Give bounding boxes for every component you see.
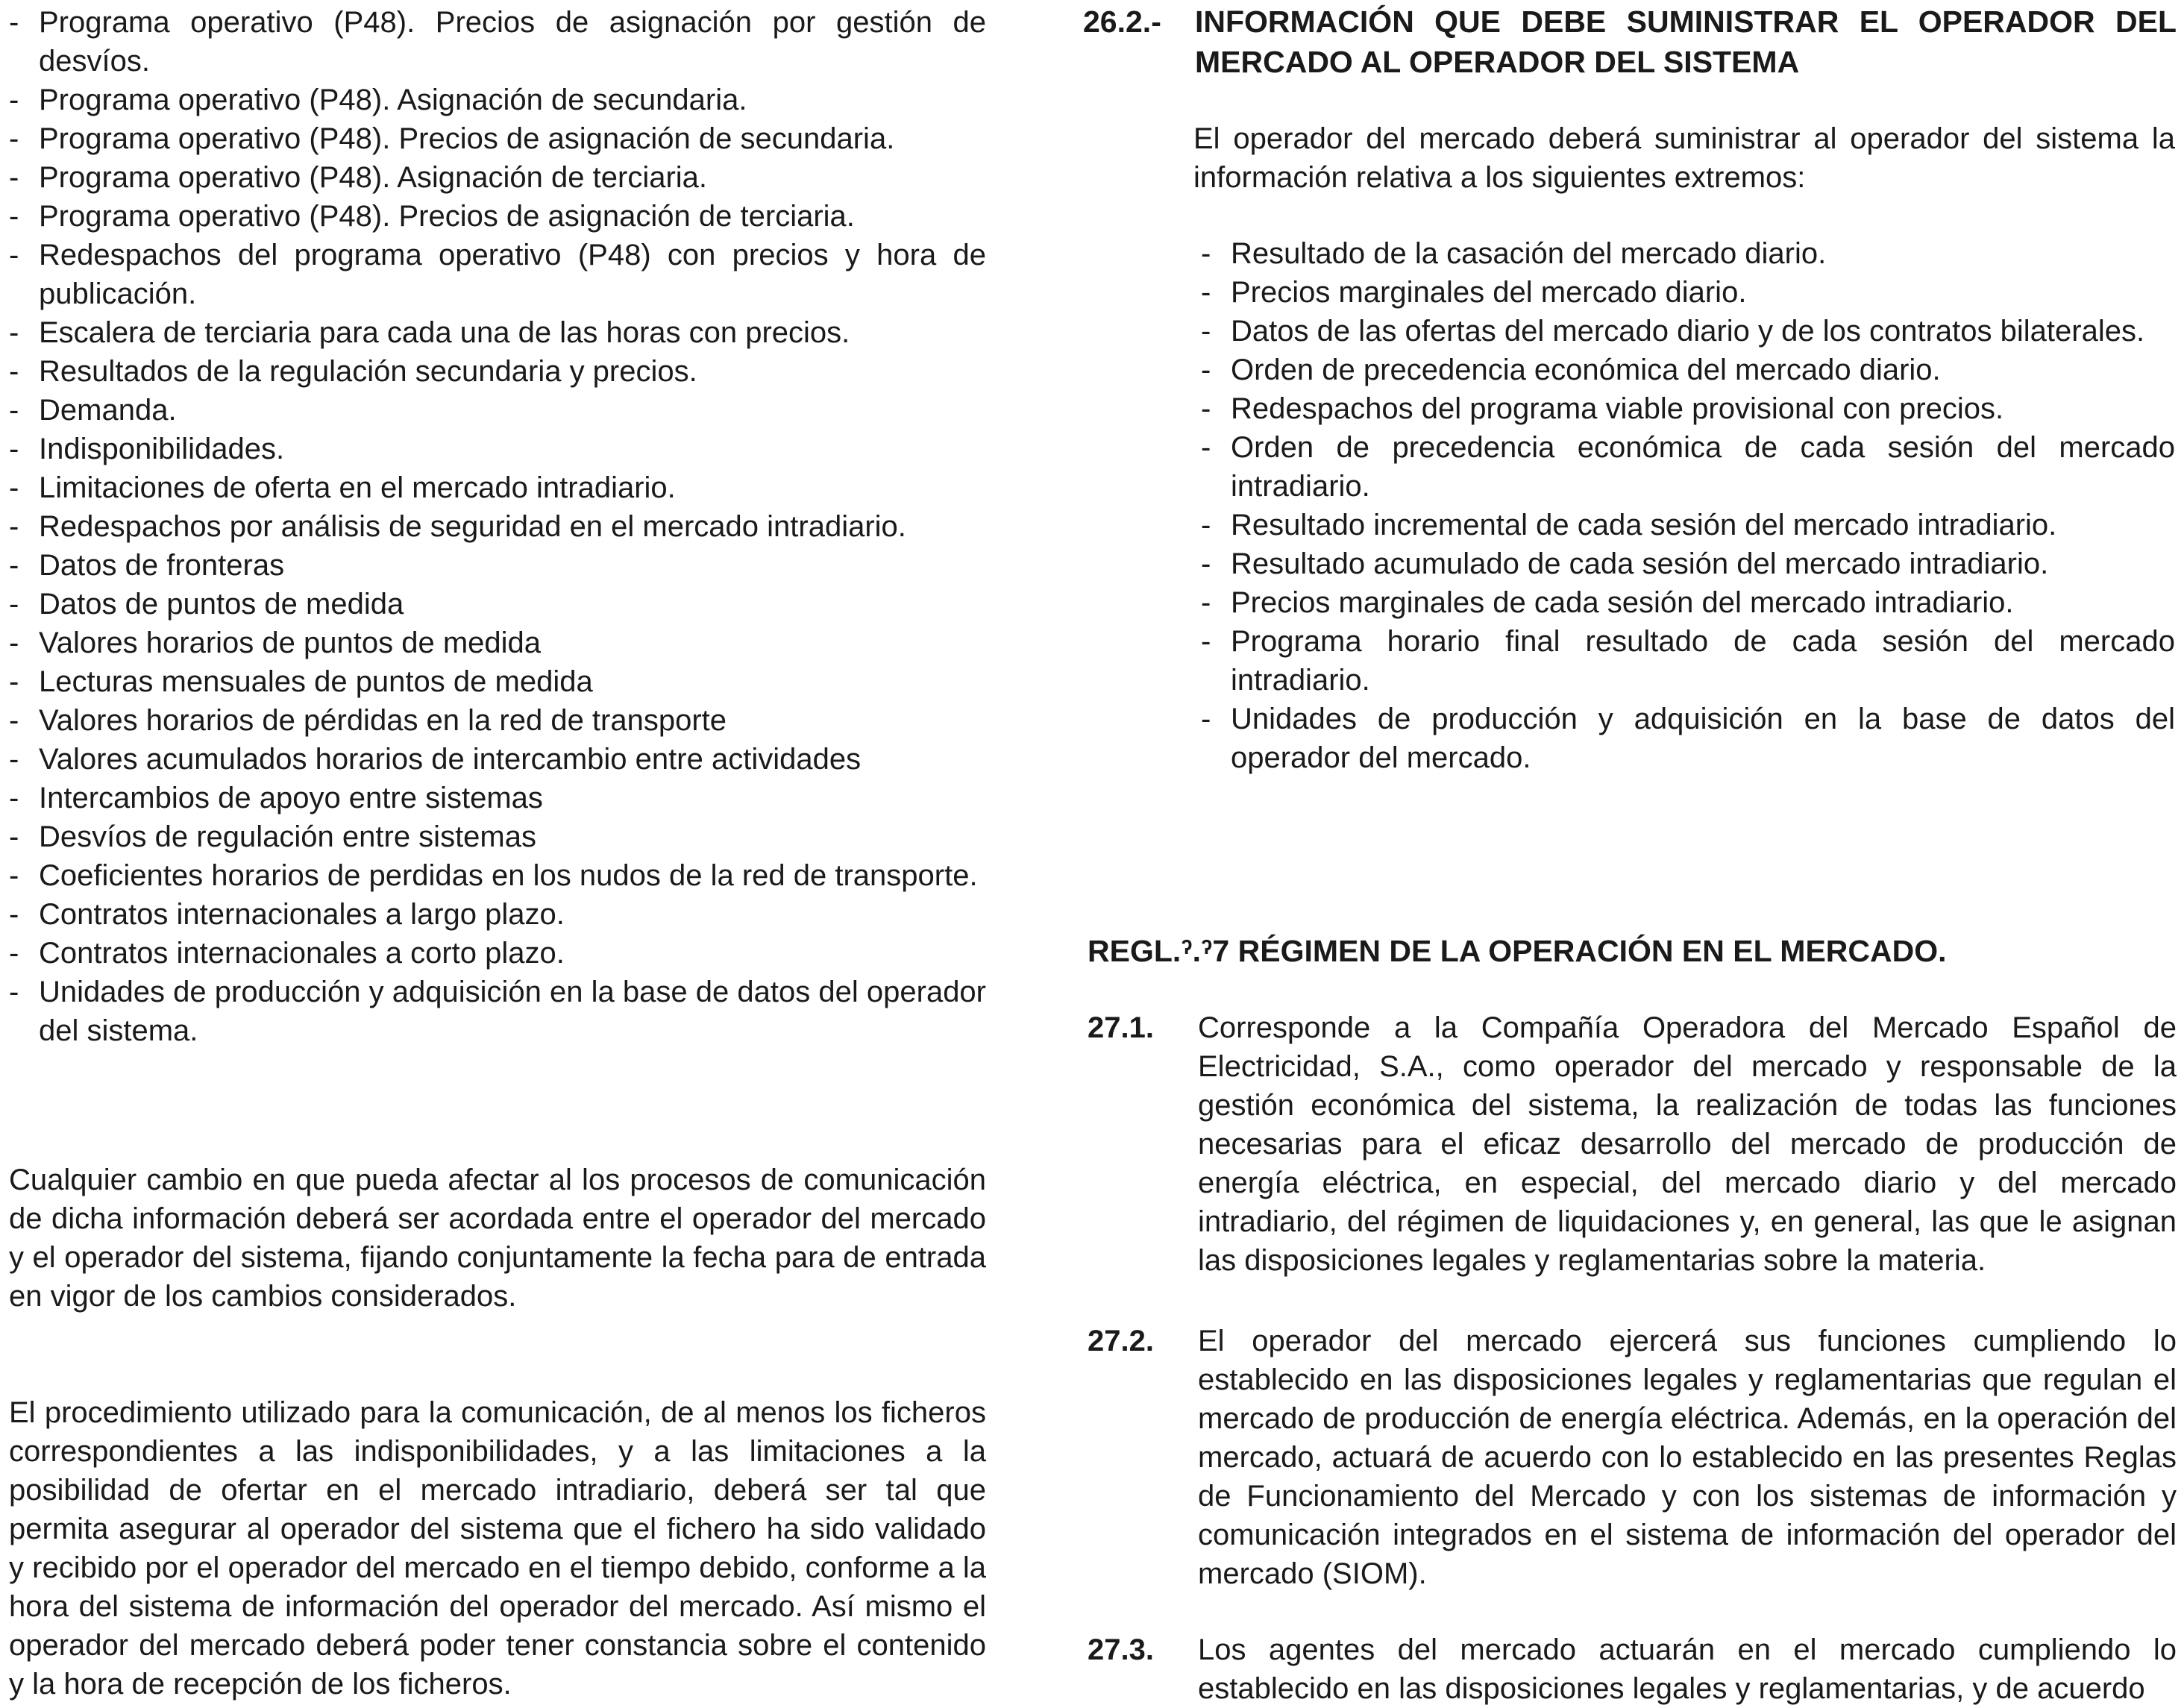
list-item: - Contratos internacionales a largo plazo. [9,898,565,931]
list-item: - Desvíos de regulación entre sistemas [9,820,536,853]
list-item: - Programa operativo (P48). Precios de asignación de terciaria. [9,200,855,233]
list-item: - Valores acumulados horarios de intercambio entre actividades [9,743,862,776]
section-text: Corresponde a la Compañía Operadora del Mercado Español de Electricidad, S.A., como operador del mercado y responsable de la gestión económica del sistema, la realización de todas las funciones necesarias para el eficaz desarrollo del mercado de producción de energía eléctrica, en especial, del mercado diario y del mercado intradiario, del régimen de liquidaciones y, en general, las que le asignan las disposiciones legales y reglamentarias sobre la materia. [1198,1011,2177,1277]
list-item: - Contratos internacionales a corto plazo. [9,937,565,970]
list-item: - Limitaciones de oferta en el mercado intradiario. [9,471,676,504]
list-item: - Escalera de terciaria para cada una de las horas con precios. [9,316,850,349]
list-item: - Precios marginales de cada sesión del mercado intradiario. [1201,586,2014,619]
list-item: - Datos de las ofertas del mercado diario y de los contratos bilaterales. [1201,315,2145,348]
list-item: - Programa operativo (P48). Asignación de secundaria. [9,84,747,116]
section-27-2 [1088,1322,2177,1593]
list-item: - Resultado de la casación del mercado diario. [1201,237,1827,270]
list-item: - Orden de precedencia económica del mercado diario. [1201,354,1941,386]
list-item: - Redespachos del programa viable provisional con precios. [1201,392,2004,425]
rule-heading: REGL.ˀ.ˀ7 RÉGIMEN DE LA OPERACIÓN EN EL MERCADO. [1088,934,1947,968]
list-item: - Demanda. [9,394,177,427]
section-title: INFORMACIÓN QUE DEBE SUMINISTRAR EL OPERADOR DEL MERCADO AL OPERADOR DEL SISTEMA [1195,4,2177,79]
paragraph-communication-procedure: El procedimiento utilizado para la comunicación, de al menos los ficheros correspondientes a las indisponibilidades, y a las limitaciones a la posibilidad de ofertar en el mercado intradiario, deberá ser tal que permita asegurar al operador del sistema que el fichero ha sido validado y recibido por el operador del mercado en el tiempo debido, conforme a la hora del sistema de información del operador del mercado. Así mismo el operador del mercado deberá poder tener constancia sobre el contenido y la hora de recepción de los ficheros. [9,1396,986,1701]
list-item: - Datos de fronteras [9,549,285,582]
list-item: - Programa operativo (P48). Precios de asignación de secundaria. [9,122,895,155]
section-intro: El operador del mercado deberá suministrar al operador del sistema la información relativa a los siguientes extremos: [1193,122,2175,194]
list-item: - Redespachos por análisis de seguridad en el mercado intradiario. [9,510,906,543]
list-item: - Datos de puntos de medida [9,588,404,621]
list-item: - Lecturas mensuales de puntos de medida [9,665,593,698]
list-item: - Redespachos del programa operativo (P48) con precios y hora de publicación. [9,239,986,310]
list-item: - Indisponibilidades. [9,433,285,465]
list-item: - Resultados de la regulación secundaria y precios. [9,355,697,388]
section-text: El operador del mercado ejercerá sus funciones cumpliendo lo establecido en las disposiciones legales y reglamentarias que regulan el mercado de producción de energía eléctrica. Además, en la operación del mercado, actuará de acuerdo con lo establecido en las presentes Reglas de Funcionamiento del Mercado y con los sistemas de información y comunicación integrados en el sistema de información del operador del mercado (SIOM). [1198,1325,2177,1590]
list-item: - Unidades de producción y adquisición en la base de datos del operador del mercado. [1201,703,2175,774]
paragraph-change-agreement: Cualquier cambio en que pueda afectar al los procesos de comunicación de dicha información deberá ser acordada entre el operador del mercado y el operador del sistema, fijando conjuntamente la fecha para de entrada en vigor de los cambios considerados. [9,1164,986,1313]
section-27-3 [1088,1630,2177,1708]
section-number: 26.2.- [1083,4,1161,39]
list-item: - Intercambios de apoyo entre sistemas [9,782,543,814]
list-item: - Resultado incremental de cada sesión del mercado intradiario. [1201,509,2057,541]
list-item: - Valores horarios de pérdidas en la red de transporte [9,704,727,737]
section-number: 27.2. [1088,1325,1154,1357]
list-item: - Coeficientes horarios de perdidas en los nudos de la red de transporte. [9,859,978,892]
section-number: 27.3. [1088,1633,1154,1666]
left-bullet-list [9,3,986,1050]
right-bullet-list [1201,234,2175,777]
list-item: - Programa horario final resultado de cada sesión del mercado intradiario. [1201,625,2175,697]
list-item: - Precios marginales del mercado diario. [1201,276,1747,309]
list-item: - Programa operativo (P48). Precios de asignación por gestión de desvíos. [9,6,986,78]
list-item: - Programa operativo (P48). Asignación de terciaria. [9,161,708,194]
list-item: - Unidades de producción y adquisición en la base de datos del operador del sistema. [9,976,986,1047]
section-text: Los agentes del mercado actuarán en el mercado cumpliendo lo establecido en las disposiciones legales y reglamentarias, y de acuerdo [1198,1633,2177,1705]
list-item: - Valores horarios de puntos de medida [9,627,542,659]
section-number: 27.1. [1088,1011,1154,1044]
list-item: - Orden de precedencia económica de cada sesión del mercado intradiario. [1201,431,2175,503]
section-27-1 [1088,1008,2177,1280]
list-item: - Resultado acumulado de cada sesión del mercado intradiario. [1201,547,2049,580]
section-heading [1083,1,2177,82]
